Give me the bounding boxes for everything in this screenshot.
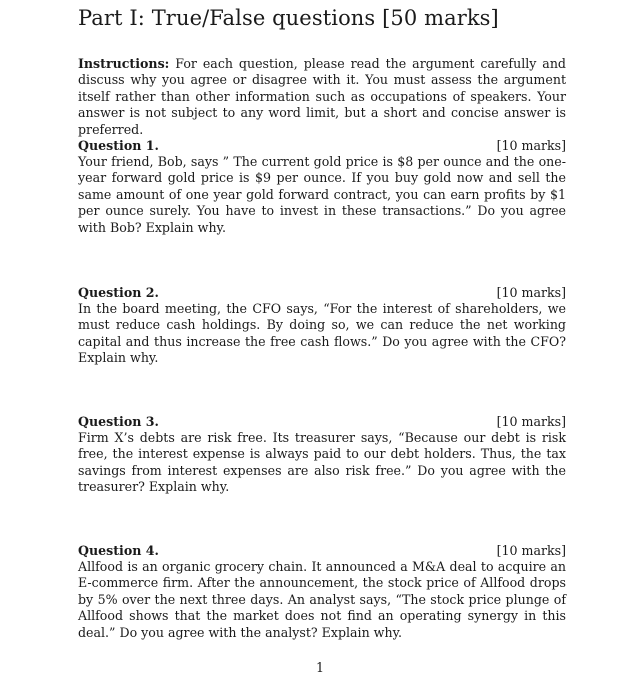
question-3-label: Question 3. [78, 414, 159, 429]
question-3-marks: [10 marks] [496, 414, 566, 429]
question-4-label: Question 4. [78, 543, 159, 558]
question-1-label: Question 1. [78, 138, 159, 153]
question-2-text: In the board meeting, the CFO says, “For the interest of shareholders, we must reduce cash holdings. By doing so, we can reduce the net working capital and thus increase the free cash flows.” Do you agree with the CFO? Explain why. [78, 301, 566, 366]
section-title: Part I: True/False questions [50 marks] [78, 6, 499, 30]
instructions-text: For each question, please read the argument carefully and discuss why you agree or disagree with it. You must assess the argument itself rather than other information such as occupations of speakers. Your answer is not subject to any word limit, but a short and concise answer is preferred. [78, 56, 566, 137]
question-4-header [78, 543, 566, 560]
question-3-header [78, 414, 566, 431]
question-1-text: Your friend, Bob, says ” The current gold price is $8 per ounce and the one-year forward gold price is $9 per ounce. If you buy gold now and sell the same amount of one year gold forward contract, you can earn profits by $1 per ounce surely. You have to invest in these transactions.” Do you agree with Bob? Explain why. [78, 154, 566, 235]
question-2-label: Question 2. [78, 285, 159, 300]
question-4-marks: [10 marks] [496, 543, 566, 558]
question-4-text: Allfood is an organic grocery chain. It announced a M&A deal to acquire an E-commerce firm. After the announcement, the stock price of Allfood drops by 5% over the next three days. An analyst says, “The stock price plunge of Allfood shows that the market does not find an operating synergy in this deal.” Do you agree with the analyst? Explain why. [78, 559, 566, 640]
question-2-marks: [10 marks] [496, 285, 566, 300]
question-2-header [78, 285, 566, 302]
instructions-label: Instructions: [78, 56, 170, 71]
instructions-paragraph [78, 56, 566, 138]
question-3-text: Firm X’s debts are risk free. Its treasurer says, “Because our debt is risk free, the interest expense is always paid to our debt holders. Thus, the tax savings from interest expenses are also risk free.” Do you agree with the treasurer? Explain why. [78, 430, 566, 495]
question-1-header [78, 138, 566, 155]
question-1-marks: [10 marks] [496, 138, 566, 153]
page-number: 1 [315, 660, 324, 675]
